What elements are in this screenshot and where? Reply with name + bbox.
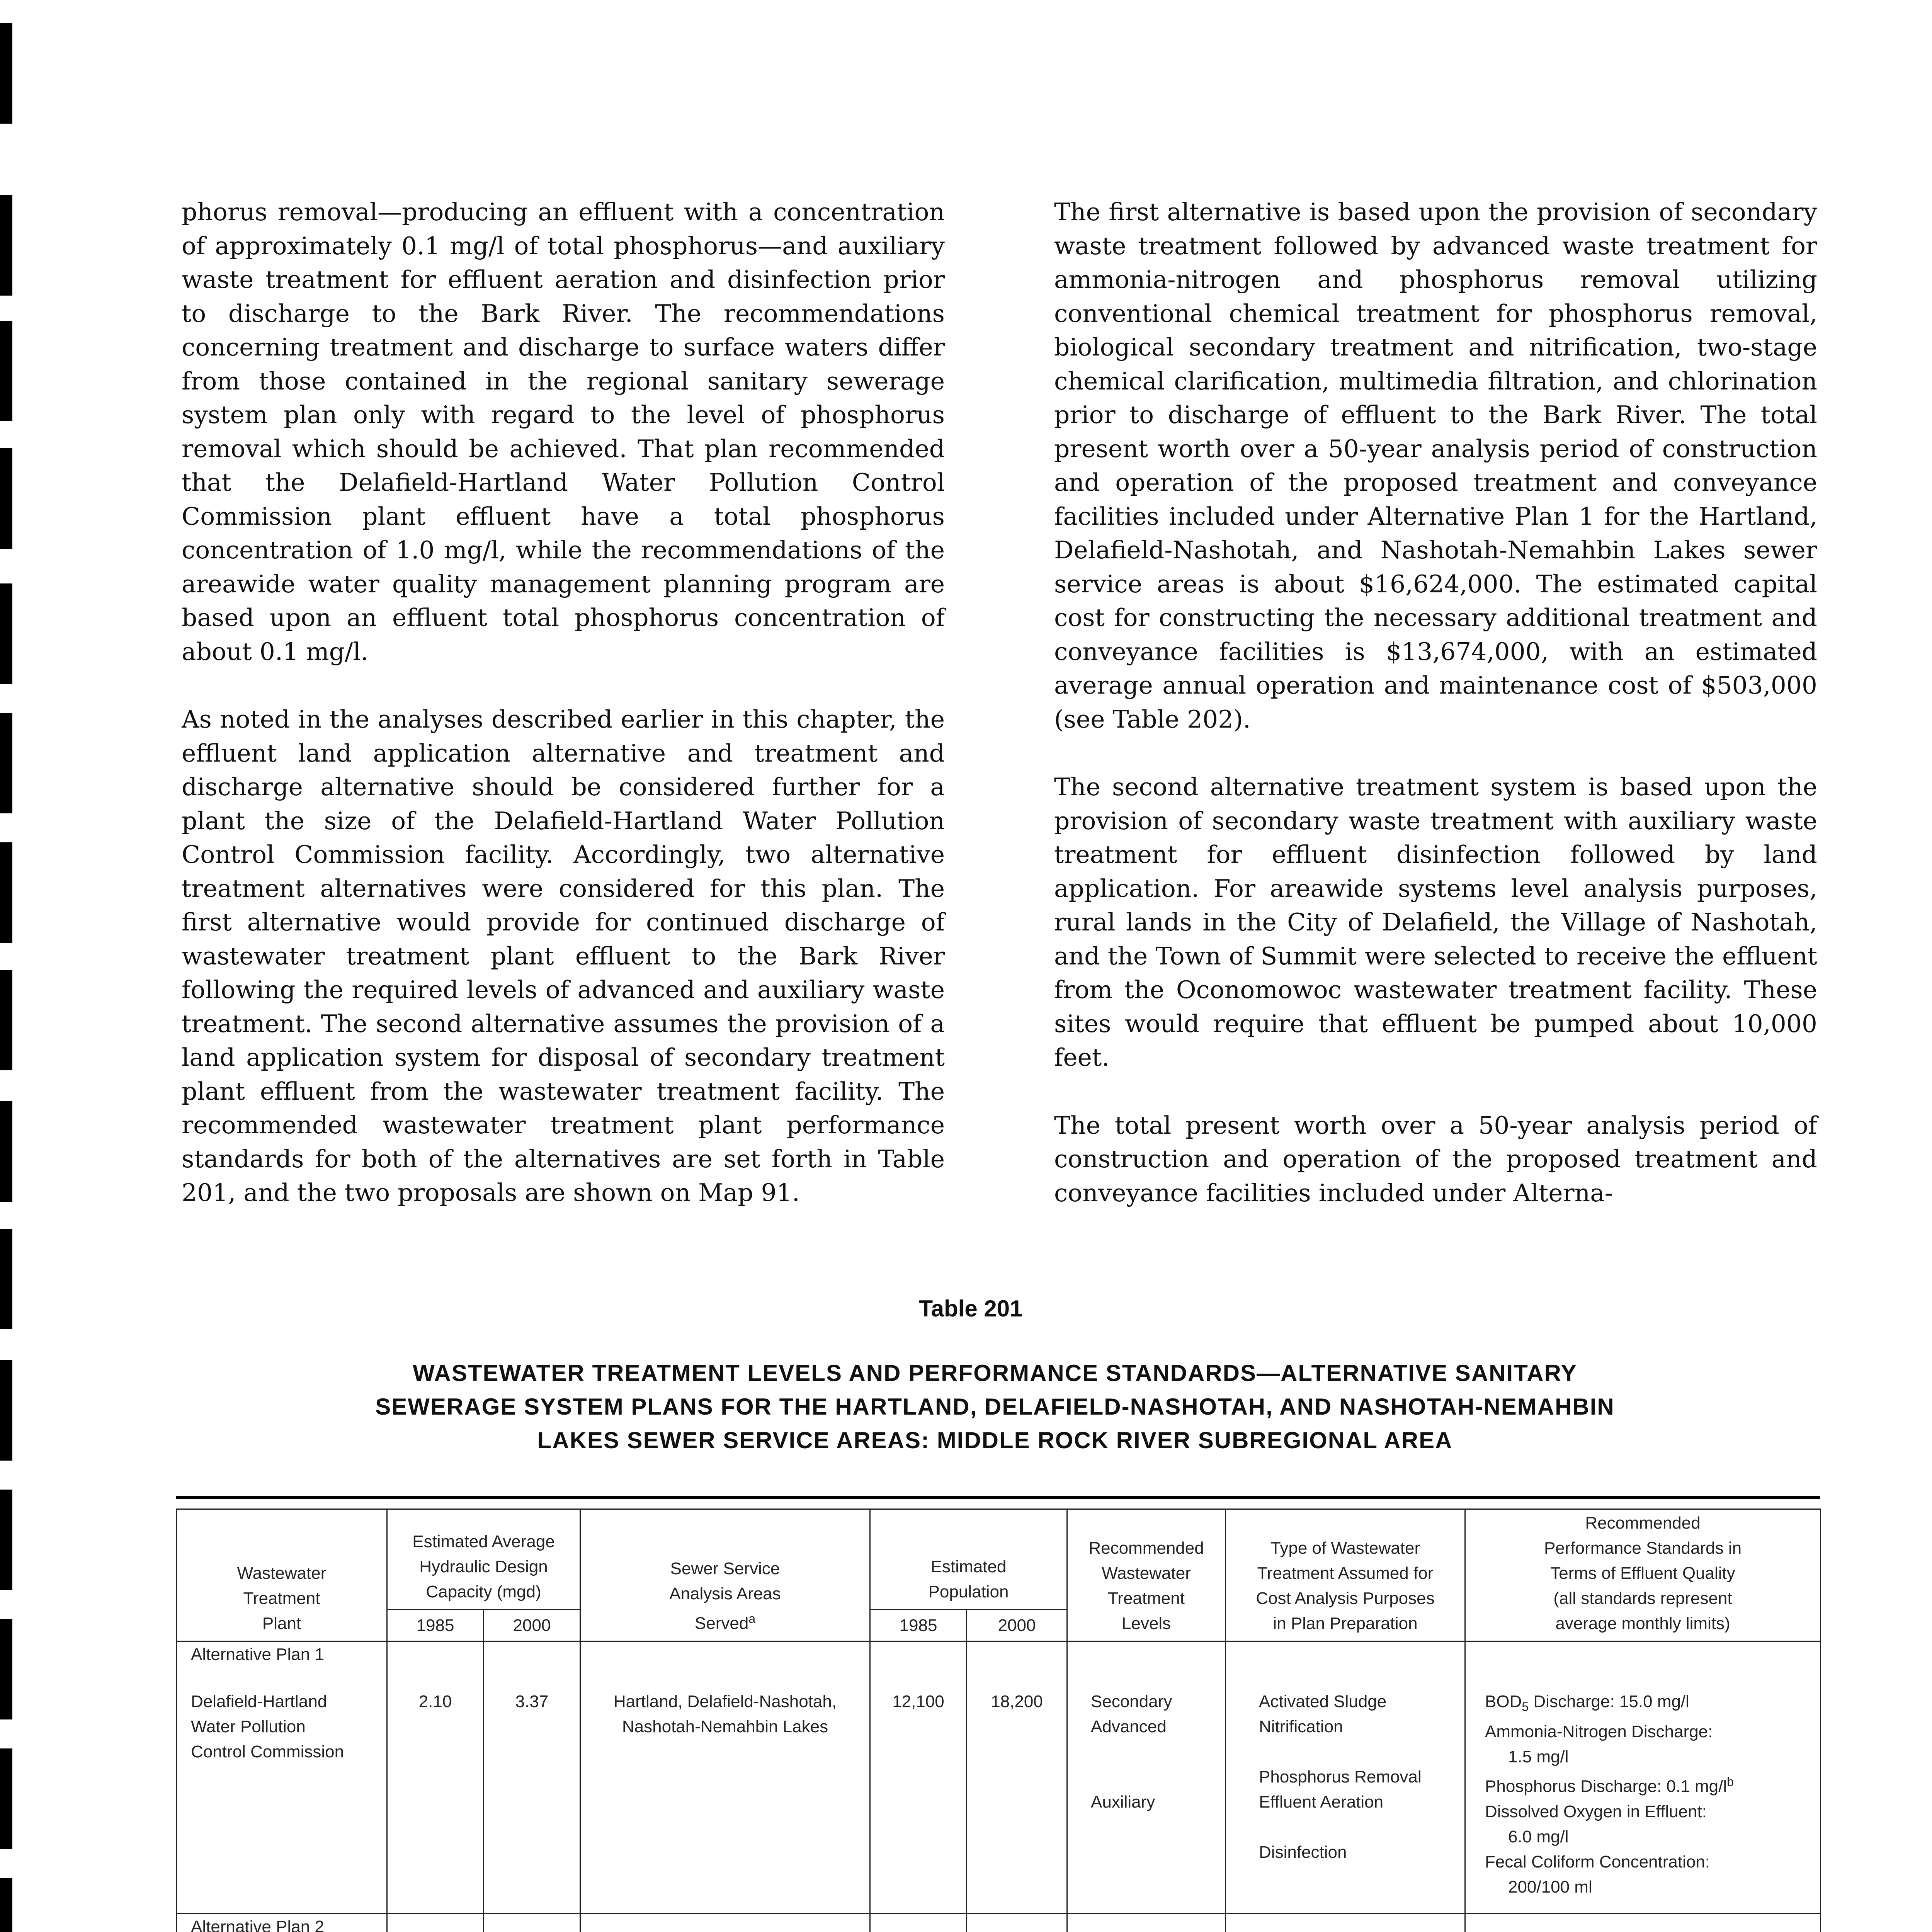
table-title-line: SEWERAGE SYSTEM PLANS FOR THE HARTLAND, DELAFIELD-NASHOTAH, AND NASHOTAH-NEMAHBIN <box>375 1394 1615 1420</box>
paragraph: As noted in the analyses described earlier in this chapter, the effluent land application alternative and treatment and discharge alternative should be considered further for a plant the size of the Delafield-Hartland Water Pollution Control Commission facility. Accordingly, two alternative treatment alternatives were considered for this plan. The first alternative would provide for continued discharge of wastewater treatment plant effluent to the Bark River following the required levels of advanced and auxiliary waste treatment. The second alternative assumes the provision of a land application system for disposal of secondary treatment plant effluent from the wastewater treatment facility. The recommended wastewater treatment plant performance standards for both of the alternatives are set forth in Table 201, and the two proposals are shown on Map 91. <box>182 705 945 1207</box>
header-population-2000: 2000 <box>967 1610 1067 1641</box>
paragraph: The total present worth over a 50-year analysis period of construction and operation of the proposed treatment and conveyance facilities included under Alterna- <box>1054 1111 1817 1207</box>
binding-mark <box>0 1360 12 1461</box>
plan-label: Alternative Plan 2 <box>177 1914 387 1932</box>
performance-standards: $BOD_5$ Discharge: 15.0 mg/l Ammonia-Nitrogen Discharge: 1.5 mg/l Phosphorus Discharge: 0.1 $mg/l^b$ Dissolved Oxygen in Effluent: 6.0 mg/l Fecal Coliform Concentration: 200/100 ml <box>1465 1682 1821 1914</box>
plant-name: Delafield-Hartland Water Pollution Control Commission <box>177 1682 387 1914</box>
binding-mark <box>0 583 12 684</box>
header-levels: Recommended Wastewater Treatment Levels <box>1067 1509 1226 1641</box>
plan-1-header-row <box>177 1641 1821 1682</box>
header-capacity-2000: 2000 <box>484 1610 580 1641</box>
header-type: Type of Wastewater Treatment Assumed for Cost Analysis Purposes in Plan Preparation <box>1226 1509 1465 1641</box>
binding-mark <box>0 1619 12 1719</box>
capacity-2000: 3.37 <box>484 1682 580 1914</box>
binding-mark <box>0 195 12 296</box>
header-standards: Recommended Performance Standards in Terms of Effluent Quality (all standards represent average monthly limits) <box>1465 1509 1821 1641</box>
table-title-line: LAKES SEWER SERVICE AREAS: MIDDLE ROCK RIVER SUBREGIONAL AREA <box>537 1427 1453 1453</box>
binding-mark <box>0 23 12 124</box>
plan-label: Alternative Plan 1 <box>177 1641 387 1682</box>
table-number: Table 201 <box>918 1296 1023 1321</box>
binding-mark <box>0 321 12 421</box>
table-title-line: WASTEWATER TREATMENT LEVELS AND PERFORMANCE STANDARDS—ALTERNATIVE SANITARY <box>413 1360 1577 1386</box>
binding-mark <box>0 713 12 813</box>
left-column <box>182 195 945 1210</box>
population-2000: 18,200 <box>967 1682 1067 1914</box>
right-column <box>1054 195 1817 1210</box>
plan-1-row <box>177 1682 1821 1914</box>
binding-mark <box>0 1748 12 1849</box>
binding-mark <box>0 842 12 943</box>
paragraph: The first alternative is based upon the provision of secondary waste treatment followed by advanced waste treatment for ammonia-nitrogen and phosphorus removal utilizing conventional chemical treatment for phosphorus removal, biological secondary treatment and nitrification, two-stage chemical clarification, multimedia filtration, and chlorination prior to discharge of effluent to the Bark River. The total present worth over a 50-year analysis period of construction and operation of the proposed treatment and conveyance facilities included under Alternative Plan 1 for the Hartland, Delafield-Nashotah, and Nashotah-Nemahbin Lakes sewer service areas is about $16,624,000. The estimated capital cost for constructing the necessary additional treatment and conveyance facilities is $13,674,000, with an estimated average annual operation and maintenance cost of $503,000 (see Table 202). <box>1054 198 1817 733</box>
data-table <box>176 1509 1821 1932</box>
treatment-levels: Secondary Advanced Auxiliary <box>1067 1682 1226 1914</box>
binding-mark <box>0 1878 12 1932</box>
treatment-types: Activated Sludge Nitrification Phosphorus Removal Effluent Aeration Disinfection <box>1226 1682 1465 1914</box>
footnote-ref: a <box>748 1612 756 1626</box>
binding-mark <box>0 1101 12 1202</box>
footnote-ref: b <box>1727 1775 1734 1789</box>
header-capacity-1985: 1985 <box>387 1610 484 1641</box>
capacity-1985: 2.10 <box>387 1682 484 1914</box>
header-population-1985: 1985 <box>870 1610 967 1641</box>
header-capacity: Estimated Average Hydraulic Design Capacity (mgd) <box>387 1509 580 1610</box>
binding-mark <box>0 448 12 549</box>
population-1985: 12,100 <box>870 1682 967 1914</box>
binding-mark <box>0 970 12 1070</box>
header-population: Estimated Population <box>870 1509 1067 1610</box>
binding-mark <box>0 1490 12 1590</box>
service-areas: Hartland, Delafield-Nashotah, Nashotah-Nemahbin Lakes <box>580 1682 870 1914</box>
paragraph: The second alternative treatment system is based upon the provision of secondary waste treatment with auxiliary waste treatment for effluent disinfection followed by land application. For areawide systems level analysis purposes, rural lands in the City of Delafield, the Village of Nashotah, and the Town of Summit were selected to receive the effluent from the Oconomowoc wastewater treatment facility. These sites would require that effluent be pumped about 10,000 feet. <box>1054 773 1817 1071</box>
header-areas: Sewer Service Analysis Areas Served$^a$ <box>580 1509 870 1641</box>
table-top-rule <box>176 1496 1820 1499</box>
plan-2-header-row <box>177 1914 1821 1932</box>
header-plant: Wastewater Treatment Plant <box>177 1509 387 1641</box>
table-title <box>270 1356 1719 1457</box>
paragraph: phorus removal—producing an effluent with a concentration of approximately 0.1 mg/l of total phosphorus—and auxiliary waste treatment for effluent aeration and disinfection prior to discharge to the Bark River. The recommendations concerning treatment and discharge to surface waters differ from those contained in the regional sanitary sewerage system plan only with regard to the level of phosphorus removal which should be achieved. That plan recommended that the Delafield-Hartland Water Pollution Control Commission plant effluent have a total phosphorus concentration of 1.0 mg/l, while the recommendations of the areawide water quality management planning program are based upon an effluent total phosphorus concentration of about 0.1 mg/l. <box>182 198 945 666</box>
